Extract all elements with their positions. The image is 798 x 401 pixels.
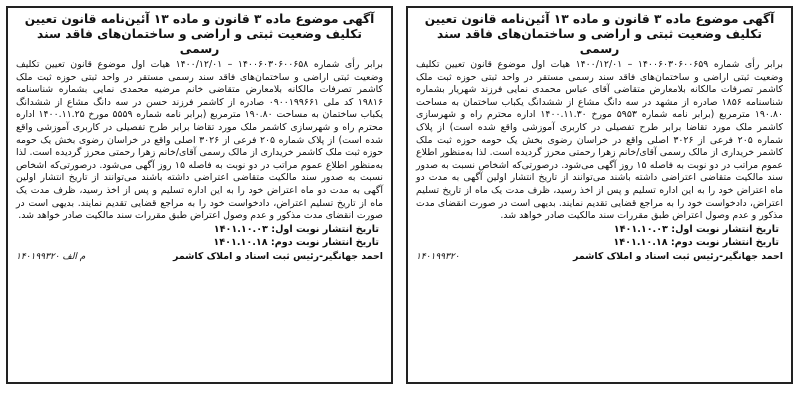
notice-body: برابر رأی شماره ۱۴۰۰۶۰۳۰۶۰۰۶۵۹ – ۱۴۰۰/۱۲/۰۱ هیات اول موضوع قانون تعیین تکلیف وضعیت ثبتی اراضی و ساختمان‌های فاقد سند رسمی مستقر در واحد ثبتی حوزه ثبت ملک کاشمر تصرفات مالکانه بلامعارض متقاضی آقای عباس محمدی نمایی فرزند شهریار بشماره شناسنامه ۱۸۵۶ صادره از مشهد در سه دانگ مشاع از ششدانگ یکباب ساختمان به مساحت ۱۹۰.۸۰ مترمربع (برابر نامه شماره ۵۹۵۳ مورخ ۱۴۰۰.۱۱.۳۰ اداره محترم راه و شهرسازی کاشمر ملک مورد تقاضا برابر طرح تفصیلی در کاربری آموزشی واقع شده است) از پلاک شماره ۲۰۵ فرعی از ۳۰۲۶ اصلی واقع در خراسان رضوی بخش یک حومه حوزه ثبت ملک کاشمر خریداری از مالک رسمی آقای/خانم زهرا رحمتی محرز گردیده است. لذا به‌منظور اطلاع عموم مراتب در دو نوبت به فاصله ۱۵ روز آگهی می‌شود. درصورتی‌که اشخاص نسبت به صدور سند مالکیت متقاضی اعتراضی داشته باشند می‌توانند از تاریخ انتشار اولین آگهی به مدت دو ماه اعتراض خود را به این اداره تسلیم و پس از اخذ رسید، ظرف مدت یک ماه از تاریخ تسلیم اعتراض، دادخواست خود را به مراجع قضایی تقدیم نمایند. بدیهی است در صورت انقضای مدت مذکور و عدم وصول اعتراض طبق مقررات سند مالکیت صادر خواهد شد. bbox=[416, 59, 784, 222]
signature-line bbox=[416, 250, 783, 264]
notice-right bbox=[406, 6, 793, 384]
notice-title: آگهی موضوع ماده ۳ قانون و ماده ۱۳ آئین‌نامه قانون تعیین تکلیف وضعیت ثبتی و اراضی و ساختمان‌های فاقد سند رسمی bbox=[24, 12, 375, 56]
signature: احمد جهانگیر-رئیس ثبت اسناد و املاک کاشمر bbox=[173, 250, 383, 262]
publish-date-first: تاریخ انتشار نوبت اول: ۱۴۰۱.۱۰.۰۳ bbox=[213, 223, 379, 235]
notice-code: ۱۴۰۱۹۹۳۲۰ bbox=[416, 251, 460, 262]
notice-code: م الف ۱۴۰۱۹۹۳۲۰ bbox=[16, 251, 86, 262]
publish-date-second: تاریخ انتشار نوبت دوم: ۱۴۰۱.۱۰.۱۸ bbox=[613, 236, 779, 248]
notice-title: آگهی موضوع ماده ۳ قانون و ماده ۱۳ آئین‌نامه قانون تعیین تکلیف وضعیت ثبتی و اراضی و ساختمان‌های فاقد سند رسمی bbox=[424, 12, 775, 56]
signature-line bbox=[16, 250, 383, 264]
notice-body: برابر رأی شماره ۱۴۰۰۶۰۳۰۶۰۰۶۵۸ – ۱۴۰۰/۱۲/۰۱ هیات اول موضوع قانون تعیین تکلیف وضعیت ثبتی اراضی و ساختمان‌های فاقد سند رسمی مستقر در واحد ثبتی حوزه ثبت ملک کاشمر تصرفات مالکانه بلامعارض متقاضی خانم مرضیه محمدی نمایی بشماره شناسنامه ۱۹۸۱۶ کد ملی ۰۹۰۰۱۹۹۶۶۱ صادره از کاشمر فرزند حسن در سه دانگ مشاع از ششدانگ یکباب ساختمان به مساحت ۱۹۰.۸۰ مترمربع (برابر نامه شماره ۵۵۵۹ مورخ ۱۴۰۰.۱۱.۲۵ اداره محترم راه و شهرسازی کاشمر ملک مورد تقاضا برابر طرح تفصیلی در کاربری آموزشی واقع شده است) از پلاک شماره ۲۰۵ فرعی از ۳۰۲۶ اصلی واقع در خراسان رضوی بخش یک حومه حوزه ثبت ملک کاشمر خریداری از مالک رسمی آقای/خانم زهرا رحمتی محرز گردیده است. لذا به‌منظور اطلاع عموم مراتب در دو نوبت به فاصله ۱۵ روز آگهی می‌شود. درصورتی‌که اشخاص نسبت به صدور سند مالکیت متقاضی اعتراضی داشته باشند می‌توانند از تاریخ انتشار اولین آگهی به مدت دو ماه اعتراض خود را به این اداره تسلیم و پس از اخذ رسید، ظرف مدت یک ماه از تاریخ تسلیم اعتراض، دادخواست خود را به مراجع قضایی تقدیم نمایند. بدیهی است در صورت انقضای مدت مذکور و عدم وصول اعتراض طبق مقررات سند مالکیت صادر خواهد شد. bbox=[16, 59, 383, 222]
notice-left bbox=[6, 6, 393, 384]
signature: احمد جهانگیر-رئیس ثبت اسناد و املاک کاشمر bbox=[573, 250, 783, 262]
publish-date-second: تاریخ انتشار نوبت دوم: ۱۴۰۱.۱۰.۱۸ bbox=[213, 236, 379, 248]
publish-date-first: تاریخ انتشار نوبت اول: ۱۴۰۱.۱۰.۰۳ bbox=[613, 223, 779, 235]
